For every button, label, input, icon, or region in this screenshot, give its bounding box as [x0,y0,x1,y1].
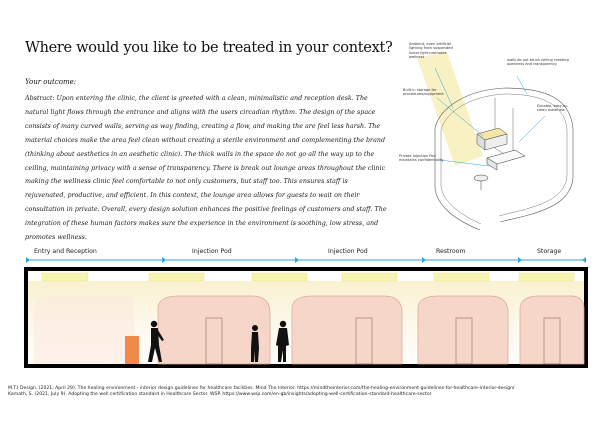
isometric-drawing [395,38,595,238]
stool [474,175,488,181]
floor-slab [24,364,588,368]
leader-walls [517,76,527,94]
diagram-label-pod: Private Injection Pod maintains confidentiality [399,154,444,163]
isometric-pod-diagram [395,38,595,238]
reference-1: M.T.I Design. (2021, April 29). The healing environment - interior design guidelines for healthcare facilities. Mind The Interior. https://mindtheinterior.com/the-healing-environment-guidelines-for-healthcare-interior-design/ [8,386,515,391]
entry-bay [34,296,134,364]
ceiling-slab [24,267,588,271]
abstract-paragraph: Abstract: Upon entering the clinic, the client is greeted with a clean, minimalistic and reception desk. The natural light flows through the entrance and aligns with the users circadian rhythm. The design of the space consists of many curved walls, serving as way finding, creating a flow, and making the are feel less harsh. The material choices make the area feel clean without creating a sterile environment and complementing the brand (thinking about aesthetics in an aesthetic clinic). The thick walls in the space do not go all the way up to the ceiling, maintaining privacy with a sense of transparency. There is break out lounge areas throughout the clinic making the wellness clinic feel comfortable to not only customers, but staff too. This ensures staff is rejuvenated, productive, and efficient. In this context, the lounge area allows for guests to wait on their consultation in private. Overall, every design solution enhances the positive feelings of customers and staff. The integration of these human factors makes sure the experience in the environment is soothing, low stress, and promotes wellness. [25,95,387,242]
section-svg [24,250,588,375]
diagram-label-walls: walls do not touch ceiling creating openness and transparency [507,58,569,67]
linear-lights [42,273,574,281]
diagram-label-materials: Durable, easy-to-clean materials [537,104,569,113]
section-label-storage: Storage [537,248,562,255]
reference-2: Kamath, S. (2021, July 9). Adopting the well certification standard in Healthcare Sector. WSP. https://www.wsp.com/en-gb/insights/adopting-well-certification-standard-healthcare-sector [8,391,432,397]
section-label-pod-1: Injection Pod [192,248,232,255]
leader-materials [519,116,545,142]
page-title: Where would you like to be treated in your context? [25,40,393,56]
section-label-entry: Entry and Reception [34,248,97,255]
right-end-wall [584,267,588,368]
diagram-label-ambient: Ambient, even artificial lighting from suspended linear light promotes wellness [409,42,453,59]
clinic-section-drawing [24,250,588,375]
references [8,386,598,397]
reception-desk [125,336,139,364]
outcome-heading: Your outcome: [25,78,77,86]
diagram-label-storage: Built in storage for procedures/equipment [403,88,444,97]
left-end-wall [24,267,28,368]
section-label-pod-2: Injection Pod [328,248,368,255]
section-label-restroom: Restroom [436,248,466,255]
